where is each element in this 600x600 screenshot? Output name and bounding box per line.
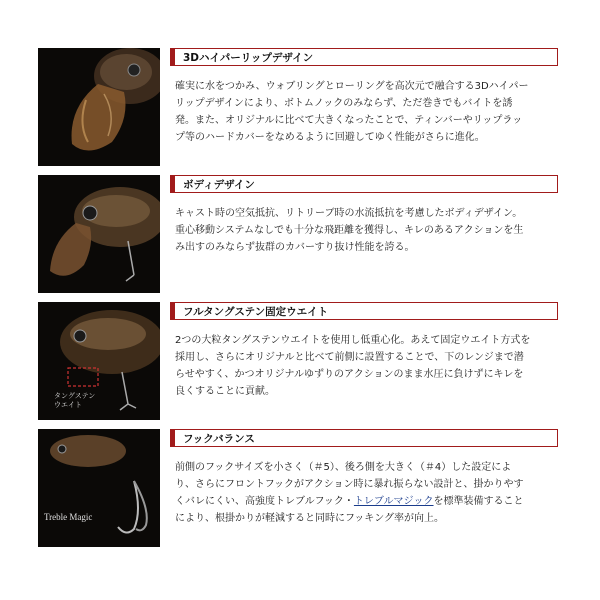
section-body bbox=[175, 205, 559, 256]
body-text: を標準装備すること bbox=[433, 496, 524, 507]
section-heading bbox=[170, 302, 558, 320]
body-line: 良くすることに貢献。 bbox=[175, 386, 275, 397]
section-body bbox=[175, 78, 559, 146]
logo-text: Magic bbox=[69, 512, 93, 522]
body-line: らせやすく、かつオリジナルゆずりのアクションのまま水圧に負けずにキレを bbox=[175, 369, 524, 380]
treble-magic-link[interactable]: トレブルマジック bbox=[353, 496, 434, 507]
logo-text: Treble bbox=[44, 512, 68, 522]
body-line: 発。また、オリジナルに比べて大きくなったことで、ティンバーやリップラッ bbox=[175, 115, 523, 126]
section-body bbox=[175, 332, 559, 400]
caption-line: ウエイト bbox=[54, 401, 82, 409]
body-line: 重心移動システムなしでも十分な飛距離を獲得し、キレのあるアクションを生 bbox=[175, 225, 524, 236]
image-caption bbox=[54, 392, 95, 410]
body-line: により、根掛かりが軽減すると同時にフッキング率が向上。 bbox=[175, 513, 444, 524]
feature-section-lip bbox=[38, 48, 560, 166]
body-line: み出すのみならず抜群のカバーすり抜け性能を誇る。 bbox=[175, 242, 415, 253]
caption-line: タングステン bbox=[54, 392, 96, 400]
body-line bbox=[175, 493, 559, 510]
body-line: キャスト時の空気抵抗、リトリーブ時の水流抵抗を考慮したボディデザイン。 bbox=[175, 208, 523, 219]
feature-section-weight bbox=[38, 302, 560, 420]
lure-lip-image bbox=[38, 48, 160, 166]
heading-text: フックバランス bbox=[183, 433, 255, 445]
body-line: 確実に水をつかみ、ウォブリングとローリングを高次元で融合する3Dハイパー bbox=[175, 81, 529, 92]
feature-section-hook bbox=[38, 429, 560, 547]
heading-text: フルタングステン固定ウエイト bbox=[183, 306, 329, 318]
body-line: プ等のハードカバーをなめるように回避してゆく性能がさらに進化。 bbox=[175, 132, 485, 143]
section-heading bbox=[170, 48, 558, 66]
body-line: り、さらにフロントフックがアクション時に暴れ振らない設計と、掛かりやす bbox=[175, 479, 524, 490]
heading-text: ボディデザイン bbox=[183, 179, 255, 191]
lure-hook-image bbox=[38, 429, 160, 547]
lure-weight-image bbox=[38, 302, 160, 420]
section-heading bbox=[170, 429, 558, 447]
heading-text: 3Dハイパーリップデザイン bbox=[183, 52, 314, 64]
body-text: くバレにくい、高強度トレブルフック・ bbox=[175, 496, 354, 507]
body-line: 2つの大粒タングステンウエイトを使用し低重心化。あえて固定ウエイト方式を bbox=[175, 335, 531, 346]
body-line: 採用し、さらにオリジナルと比べて前側に設置することで、下のレンジまで潜 bbox=[175, 352, 524, 363]
body-line: 前側のフックサイズを小さく（＃5）、後ろ側を大きく（＃4）した設定によ bbox=[175, 462, 512, 473]
lure-body-image bbox=[38, 175, 160, 293]
section-heading bbox=[170, 175, 558, 193]
feature-section-body-design bbox=[38, 175, 560, 293]
body-line: リップデザインにより、ボトムノックのみならず、ただ巻きでもバイトを誘 bbox=[175, 98, 513, 109]
section-body bbox=[175, 459, 559, 527]
treble-magic-logo bbox=[44, 513, 92, 522]
